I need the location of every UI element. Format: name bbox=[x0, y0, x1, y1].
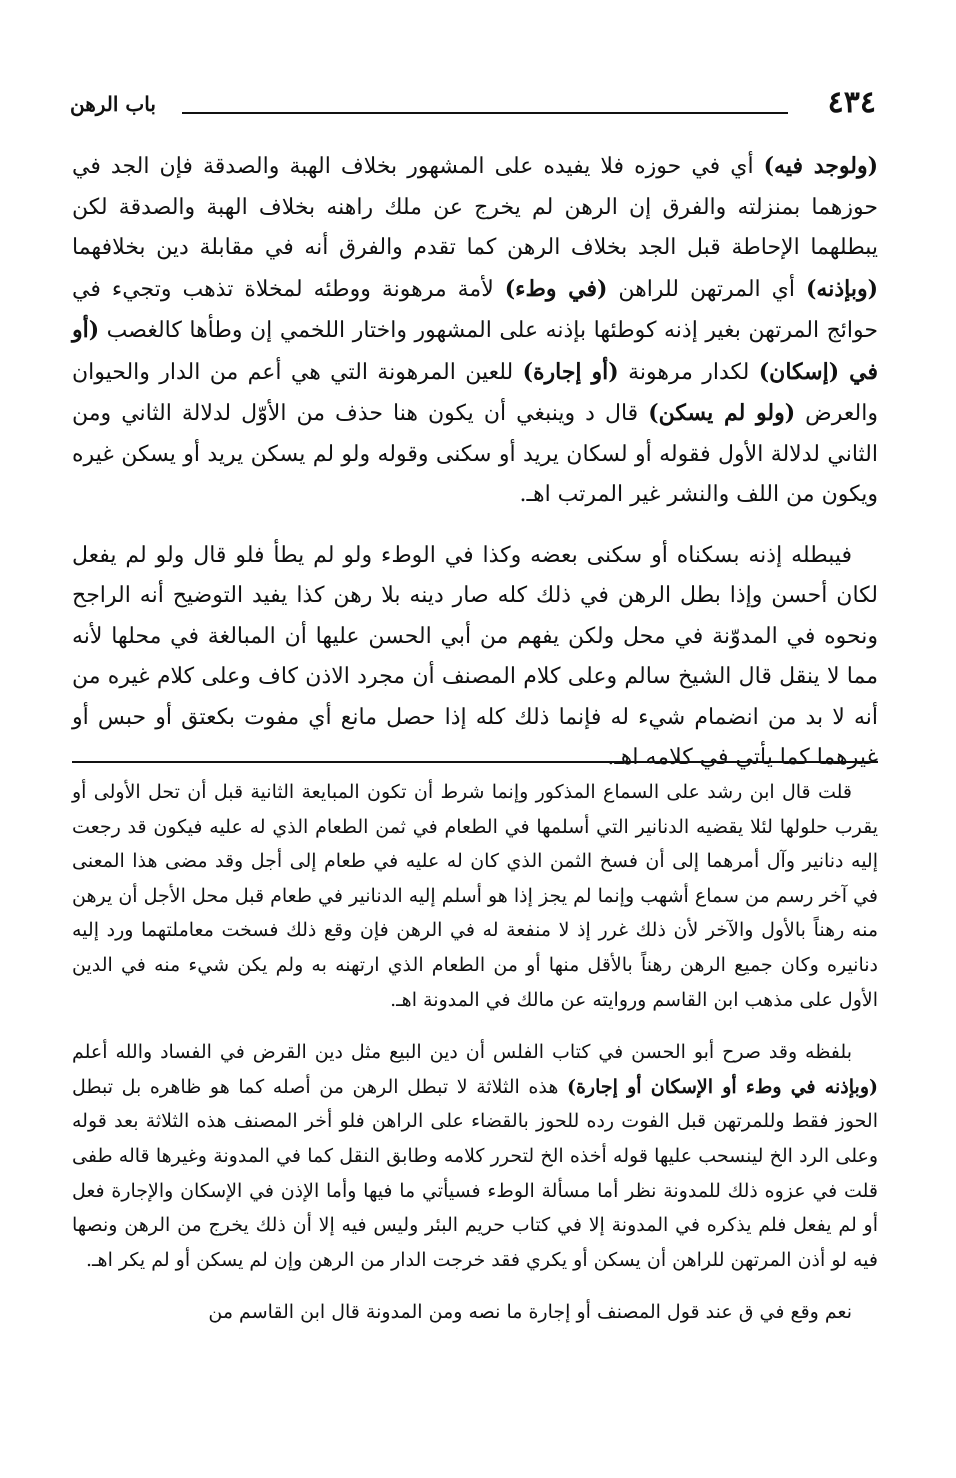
page-number: ٤٣٤ bbox=[827, 85, 876, 120]
main-text bbox=[72, 146, 878, 779]
text-run: لكدار مرهونة bbox=[618, 359, 759, 385]
text-run: أي المرتهن للراهن bbox=[607, 276, 807, 302]
text-run: للعين المرهونة التي هي أعم من الدار والحيوان والعرض bbox=[72, 359, 878, 426]
text-run: قلت قال ابن رشد على السماع المذكور وإنما شرط أن تكون المبايعة الثانية قبل أن تحل الأولى أو يقرب حلولها لئلا يقضيه الدنانير التي أسلمها في الطعام في ثمن الطعام الذي له عليه فيكون قد رجعت إليه دنانير وآل أمرهما إلى أن فسخ الثمن الذي كان له عليه في طعام إلى أجل وقد مضى هذا المعنى في آخر رسم من سماع أشهب وإنما لم يجز إذا هو أسلم إليه الدنانير في طعام قبل محل الأجل أن يرهن منه رهناً بالأول والآخر لأن ذلك غرر إذ لا منفعة له في الرهن فإن وقع ذلك فسخت معاملتهما ورد إليه دنانيره وكان جميع الرهن رهناً بالأقل منها أو من الطعام الذي ارتهنه به ولم يكن شيء منه في الدين الأول على مذهب ابن القاسم وروايته عن مالك في المدونة اهـ. bbox=[72, 781, 878, 1011]
text-run: هذه الثلاثة لا تبطل الرهن من أصله كما هو ظاهره بل تبطل الحوز فقط وللمرتهن قبل الفوت رده للحوز بالقضاء على الراهن فلو أخر المصنف هذه الثلاثة بعد قوله وعلى الرد الخ لينسحب عليها قوله أخذه الخ لتحرر كلامه وطابق النقل كما في المدونة وغيرها قاله طفى قلت في عزوه ذلك للمدونة نظر أما مسألة الوطء فسيأتي ما فيها وأما الإذن في الإسكان والإجارة فعل أو لم يفعل فلم يذكره في المدونة إلا في كتاب حريم البئر وليس فيه إلا أن ذلك يخرج من الرهن ونصها فيه لو أذن المرتهن للراهن أن يسكن أو يكري فقد خرجت الدار من الرهن وإن لم يسكن أو لم يكر اهـ. bbox=[72, 1075, 879, 1271]
footnote-separator bbox=[72, 761, 878, 763]
header-rule bbox=[182, 112, 788, 114]
main-paragraph-1 bbox=[72, 146, 878, 516]
text-run: قال د وينبغي أن يكون هنا حذف من الأوّل لدلالة الثاني ومن الثاني لدلالة الأول فقوله أو لسكان يريد أو سكنى وقوله ولو لم يسكن يريد أو يسكن غيره ويكون من اللف والنشر غير المرتب اهـ. bbox=[72, 401, 878, 507]
text-run: فيبطله إذنه بسكناه أو سكنى بعضه وكذا في الوطء ولو لم يطأ فلو قال ولو لم يفعل لكان أحسن وإذا بطل الرهن في ذلك كله صار دينه بلا رهن كذا يفيد التوضيح أنه الراجح ونحوه في المدوّنة في محل ولكن يفهم من أبي الحسن عليها أن المبالغة في محلها لأنه مما لا ينقل قال الشيخ سالم وعلى كلام المصنف أن مجرد الاذن كاف وعلى كلام غيره من أنه لا بد من انضمام شيء له فإنما ذلك كله إذا حصل مانع أي مفوت بكعتق أو حبس أو غيرهما كما يأتي في كلامه اهـ. bbox=[72, 542, 878, 770]
page-header bbox=[70, 82, 876, 130]
bold-phrase: (أو إجارة) bbox=[522, 358, 619, 385]
main-paragraph-2 bbox=[72, 536, 878, 779]
text-run: بلفظه وقد صرح أبو الحسن في كتاب الفلس أن دين البيع مثل دين القرض في الفساد والله أعلم bbox=[72, 1041, 852, 1064]
note-paragraph-3 bbox=[72, 1295, 878, 1330]
bold-phrase: (أو في (إسكان) bbox=[72, 317, 878, 385]
note-paragraph-1 bbox=[72, 775, 878, 1017]
text-run: أي في حوزه فلا يفيده على المشهور بخلاف الهبة والصدقة فإن الجد في حوزهما بمنزلته والفرق إن الرهن لم يخرج عن ملك راهنه بخلاف الهبة والصدقة لكن يبطلهما الإحاطة قبل الجد بخلاف الرهن كما تقدم والفرق أنه في مقابلة دين بخلافهما bbox=[72, 154, 878, 260]
text-run: نعم وقع في ق عند قول المصنف أو إجارة ما نصه ومن المدونة قال ابن القاسم من bbox=[208, 1301, 852, 1324]
bold-phrase: (ولوجد فيه) bbox=[763, 153, 878, 179]
text-run: لأمة مرهونة ووطئه لمخلاة تذهب وتجيء في حوائج المرتهن بغير إذنه كوطئها بإذنه على المشهور واختار اللخمي إن وطأها كالغصب bbox=[72, 276, 878, 343]
bold-phrase: (وبإذنه في وطء أو الإسكان أو إجارة) bbox=[566, 1075, 878, 1098]
bold-phrase: (ولو لم يسكن) bbox=[648, 400, 796, 426]
commentary-notes bbox=[72, 775, 878, 1330]
bold-phrase: (وبإذنه) bbox=[806, 275, 878, 302]
note-paragraph-2 bbox=[72, 1035, 878, 1277]
chapter-title: باب الرهن bbox=[70, 92, 156, 116]
bold-phrase: (في وطء) bbox=[504, 275, 608, 302]
